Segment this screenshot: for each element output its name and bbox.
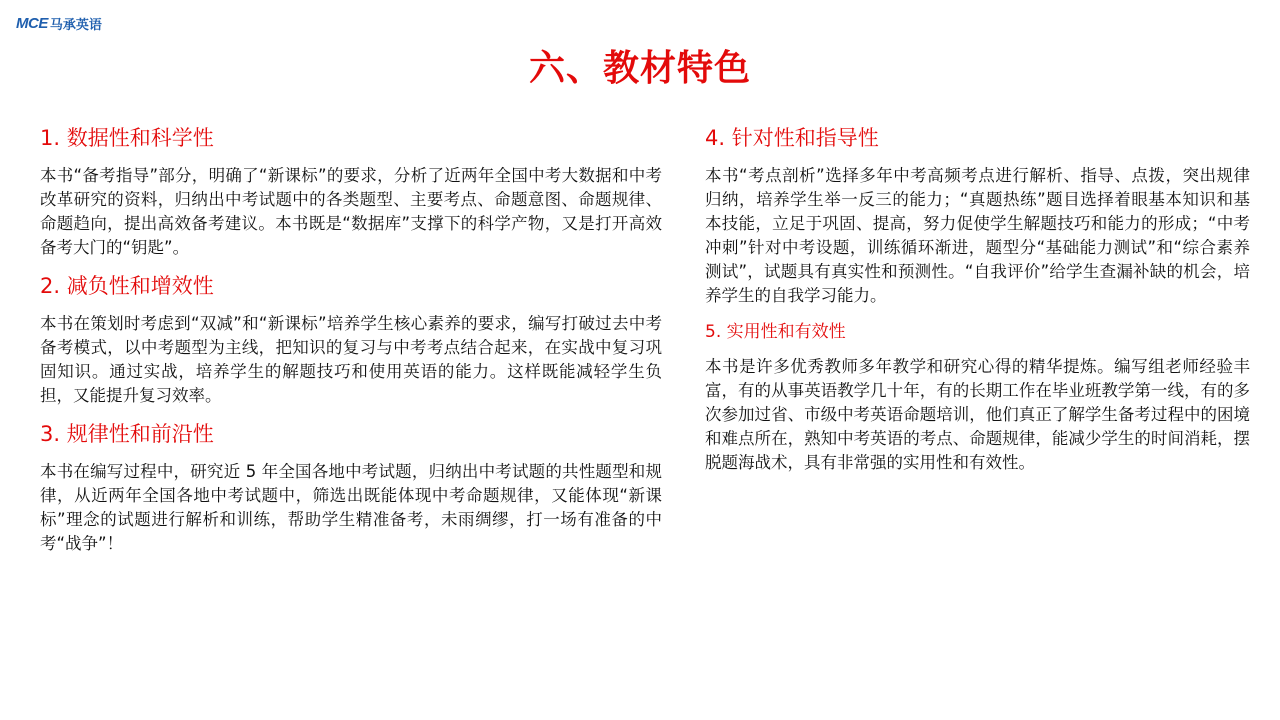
brand-name: 马承英语 <box>49 18 102 33</box>
left-column <box>40 124 662 568</box>
section-heading-2: 2. 减负性和增效性 <box>40 274 214 298</box>
section-body-1: 本书“备考指导”部分，明确了“新课标”的要求，分析了近两年全国中考大数据和中考改革研究的资料，归纳出中考试题中的各类题型、主要考点、命题意图、命题规律、命题趋向，提出高效备考建议。本书既是“数据库”支撑下的科学产物，又是打开高效备考大门的“钥匙”。 <box>40 166 662 257</box>
section-body-2: 本书在策划时考虑到“双减”和“新课标”培养学生核心素养的要求，编写打破过去中考备考模式，以中考题型为主线，把知识的复习与中考考点结合起来，在实战中复习巩固知识。通过实战，培养学生的解题技巧和使用英语的能力。这样既能减轻学生负担，又能提升复习效率。 <box>40 314 662 405</box>
right-column <box>705 124 1250 487</box>
page-title: 六、教材特色 <box>528 48 751 89</box>
section-body-5: 本书是许多优秀教师多年教学和研究心得的精华提炼。编写组老师经验丰富，有的从事英语教学几十年，有的长期工作在毕业班教学第一线，有的多次参加过省、市级中考英语命题培训，他们真正了解学生备考过程中的困境和难点所在，熟知中考英语的考点、命题规律，能减少学生的时间消耗，摆脱题海战术，具有非常强的实用性和有效性。 <box>705 357 1250 472</box>
section-heading-4: 4. 针对性和指导性 <box>705 126 879 150</box>
section-body-4: 本书“考点剖析”选择多年中考高频考点进行解析、指导、点拨，突出规律归纳，培养学生举一反三的能力；“真题热练”题目选择着眼基本知识和基本技能，立足于巩固、提高，努力促使学生解题技巧和能力的形成；“中考冲刺”针对中考设题，训练循环渐进，题型分“基础能力测试”和“综合素养测试”，试题具有真实性和预测性。“自我评价”给学生查漏补缺的机会，培养学生的自我学习能力。 <box>705 166 1250 305</box>
brand-mark: MCE <box>16 15 48 32</box>
section-heading-1: 1. 数据性和科学性 <box>40 126 214 150</box>
section-heading-3: 3. 规律性和前沿性 <box>40 422 214 446</box>
section-heading-5: 5. 实用性和有效性 <box>705 322 846 342</box>
section-body-3: 本书在编写过程中，研究近 5 年全国各地中考试题，归纳出中考试题的共性题型和规律，从近两年全国各地中考试题中，筛选出既能体现中考命题规律，又能体现“新课标”理念的试题进行解析和训练，帮助学生精准备考，未雨绸缪，打一场有准备的中考“战争”！ <box>40 462 662 553</box>
brand-logo <box>16 14 102 33</box>
